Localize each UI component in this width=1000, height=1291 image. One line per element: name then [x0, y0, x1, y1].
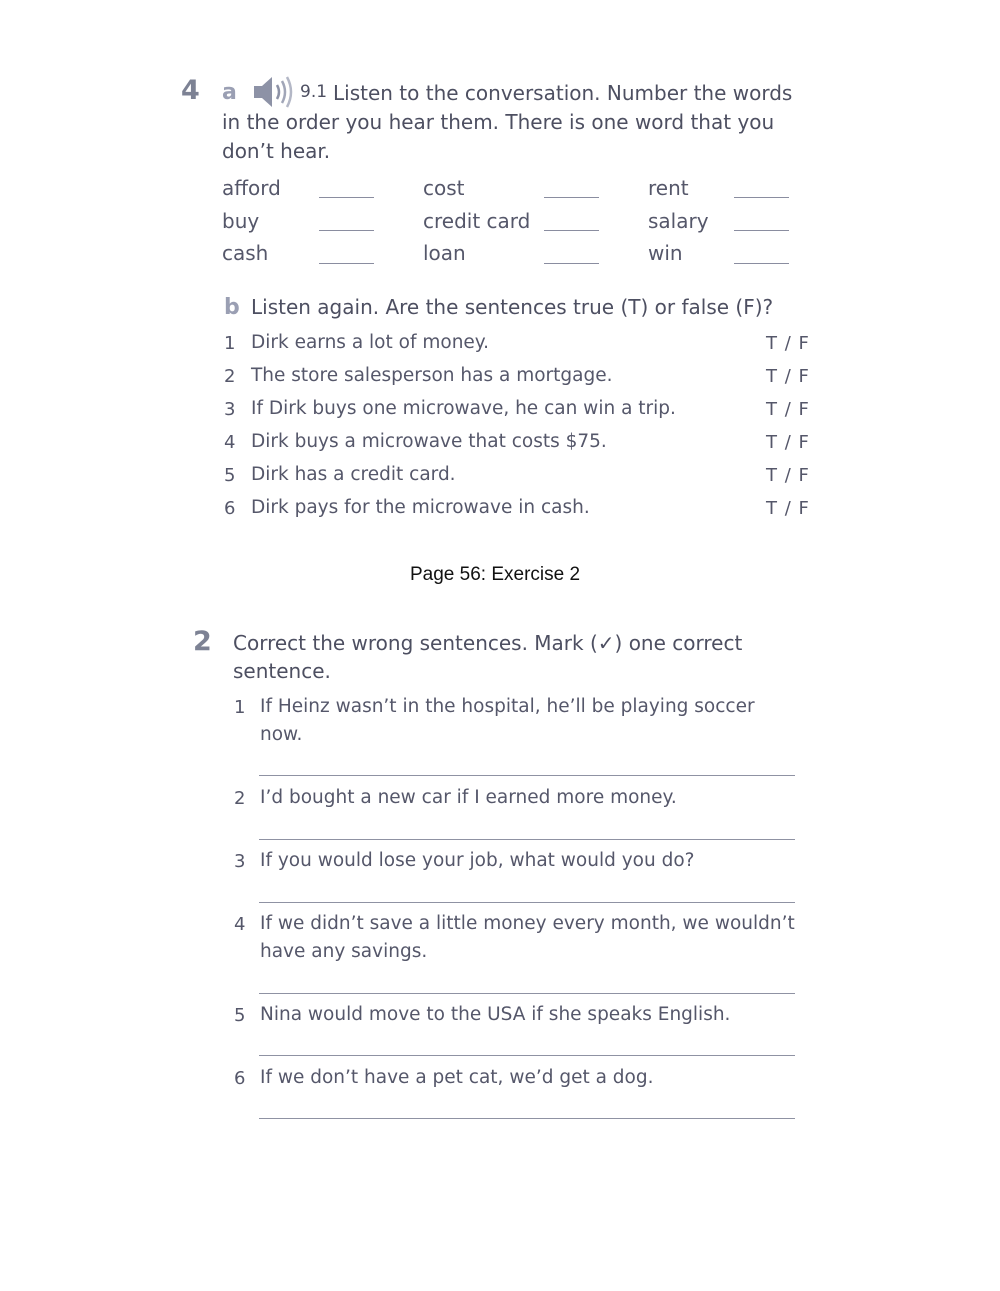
ex2-item-text-line-1: I’d bought a new car if I earned more money.: [260, 787, 677, 808]
audio-speaker-icon[interactable]: [248, 72, 298, 112]
tf-item-text: If Dirk buys one microwave, he can win a trip.: [251, 398, 676, 419]
word-blank[interactable]: [319, 263, 374, 264]
word-blank[interactable]: [734, 263, 789, 264]
tf-choice[interactable]: T / F: [766, 465, 810, 486]
tf-item-number: 4: [224, 432, 236, 453]
ex2-item-text-line-1: Nina would move to the USA if she speaks English.: [260, 1004, 731, 1025]
tf-item-text: The store salesperson has a mortgage.: [251, 365, 613, 386]
exercise-2-number: 2: [193, 626, 212, 657]
track-number: 9.1: [300, 82, 328, 102]
word-blank[interactable]: [734, 230, 789, 231]
ex2-item-text-line-1: If Heinz wasn’t in the hospital, he’ll be playing soccer: [260, 696, 755, 717]
ex2-instruction-line-2: sentence.: [233, 659, 331, 683]
ex2-item-text-line-2: now.: [260, 724, 303, 745]
word-cost: cost: [423, 176, 465, 200]
word-win: win: [648, 241, 683, 265]
ex2-item-text-line-1: If we don’t have a pet cat, we’d get a dog.: [260, 1067, 654, 1088]
ex2-item-number: 6: [234, 1068, 246, 1089]
word-blank[interactable]: [734, 197, 789, 198]
exercise-4-number: 4: [181, 75, 200, 106]
ex2-item-text-line-1: If we didn’t save a little money every month, we wouldn’t: [260, 913, 795, 934]
ex2-item-number: 2: [234, 788, 246, 809]
tf-item-text: Dirk has a credit card.: [251, 464, 456, 485]
tf-item-number: 5: [224, 465, 236, 486]
tf-item-text: Dirk earns a lot of money.: [251, 332, 489, 353]
ex2-instruction-line-1: Correct the wrong sentences. Mark (✓) one correct: [233, 631, 743, 655]
tf-item-text: Dirk buys a microwave that costs $75.: [251, 431, 607, 452]
part-b-instruction: Listen again. Are the sentences true (T) or false (F)?: [251, 295, 774, 319]
tf-item-number: 2: [224, 366, 236, 387]
ex2-item-text-line-1: If you would lose your job, what would you do?: [260, 850, 695, 871]
page-heading: Page 56: Exercise 2: [410, 564, 581, 585]
word-afford: afford: [222, 176, 281, 200]
ex2-answer-line[interactable]: [259, 902, 795, 903]
word-cash: cash: [222, 241, 269, 265]
tf-item-text: Dirk pays for the microwave in cash.: [251, 497, 590, 518]
ex2-item-number: 4: [234, 914, 246, 935]
part-b-letter: b: [224, 295, 240, 320]
part-a-instruction-line-3: don’t hear.: [222, 139, 331, 163]
part-a-letter: a: [222, 80, 237, 105]
ex2-answer-line[interactable]: [259, 839, 795, 840]
word-salary: salary: [648, 209, 709, 233]
part-a-instruction-line-1: Listen to the conversation. Number the words: [333, 81, 793, 105]
word-blank[interactable]: [544, 230, 599, 231]
tf-item-number: 6: [224, 498, 236, 519]
ex2-item-number: 3: [234, 851, 246, 872]
ex2-answer-line[interactable]: [259, 993, 795, 994]
word-buy: buy: [222, 209, 260, 233]
ex2-answer-line[interactable]: [259, 1118, 795, 1119]
tf-choice[interactable]: T / F: [766, 399, 810, 420]
tf-choice[interactable]: T / F: [766, 498, 810, 519]
word-blank[interactable]: [319, 230, 374, 231]
tf-choice[interactable]: T / F: [766, 366, 810, 387]
ex2-item-text-line-2: have any savings.: [260, 941, 428, 962]
part-a-instruction-line-2: in the order you hear them. There is one word that you: [222, 110, 775, 134]
word-blank[interactable]: [544, 197, 599, 198]
word-rent: rent: [648, 176, 689, 200]
tf-item-number: 1: [224, 333, 236, 354]
ex2-item-number: 5: [234, 1005, 246, 1026]
word-loan: loan: [423, 241, 466, 265]
tf-choice[interactable]: T / F: [766, 333, 810, 354]
ex2-answer-line[interactable]: [259, 775, 795, 776]
ex2-item-number: 1: [234, 697, 246, 718]
tf-choice[interactable]: T / F: [766, 432, 810, 453]
ex2-answer-line[interactable]: [259, 1055, 795, 1056]
word-blank[interactable]: [544, 263, 599, 264]
tf-item-number: 3: [224, 399, 236, 420]
word-blank[interactable]: [319, 197, 374, 198]
word-credit-card: credit card: [423, 209, 531, 233]
